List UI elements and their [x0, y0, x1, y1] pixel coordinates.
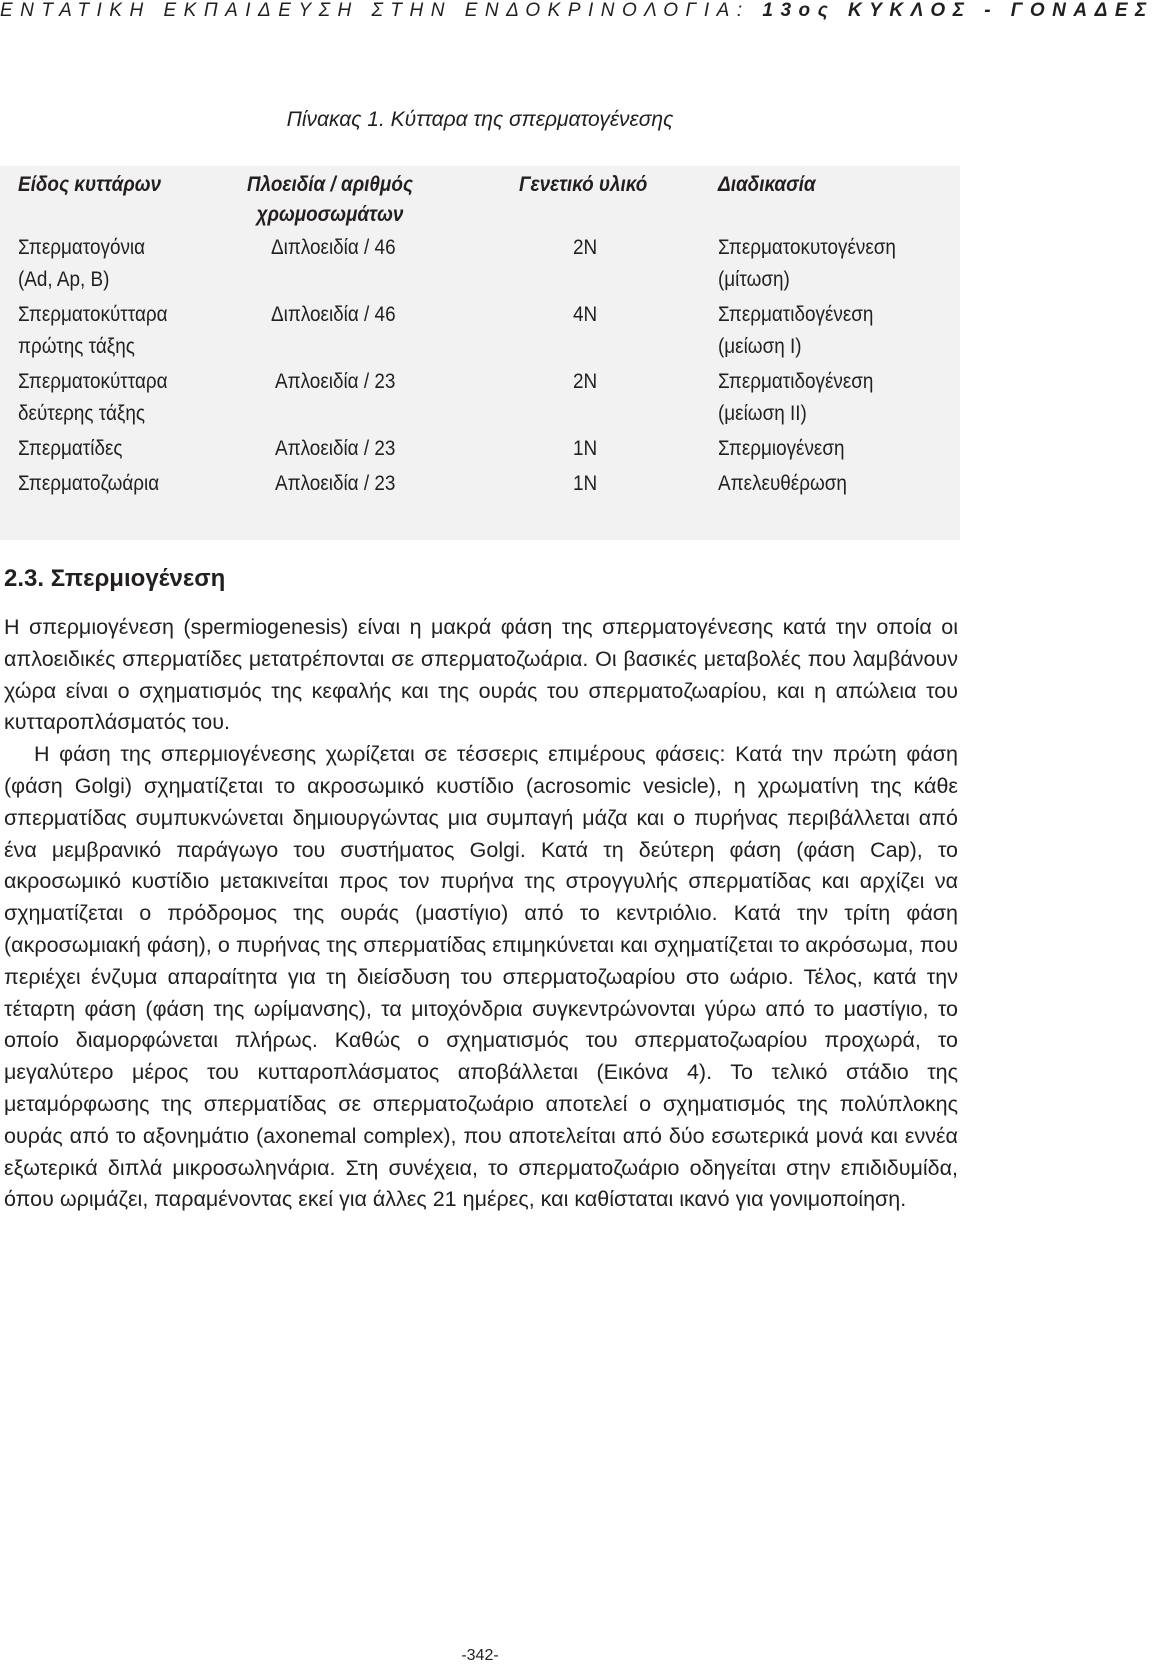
- table-caption: Πίνακας 1. Κύτταρα της σπερματογένεσης: [286, 108, 674, 131]
- body-text: [4, 612, 958, 1216]
- header-cell-ploidy-2: χρωμοσωμάτων: [256, 203, 404, 226]
- table-cell: (μείωση ΙΙ): [718, 402, 807, 425]
- table-cell: (μίτωση): [718, 268, 790, 291]
- table-cell: Σπερματοκυτογένεση: [718, 236, 896, 259]
- table-cell: Σπερμιογένεση: [718, 437, 845, 460]
- table-cell: Σπερματιδογένεση: [718, 370, 874, 393]
- table-cell: 2N: [573, 370, 598, 393]
- paragraph: Η σπερμιογένεση (spermiogenesis) είναι η μακρά φάση της σπερματογένεσης κατά την οποία οι απλοειδικές σπερματίδες μετατρέπονται σε σπερματοζωάρια. Οι βασικές μεταβολές που λαμβάνουν χώρα είναι ο σχηματισμός της κεφαλής και της ουράς του σπερματοζωαρίου, και η απώλεια του κυτταροπλάσματός του.: [4, 615, 958, 735]
- page-number: -342-: [461, 1647, 499, 1664]
- table-cell: Απλοειδία / 23: [275, 437, 396, 460]
- table-cell: Απελευθέρωση: [718, 472, 847, 495]
- table-cell: 1N: [573, 472, 598, 495]
- table-cell: Σπερματοκύτταρα: [18, 370, 168, 393]
- table-cell: Απλοειδία / 23: [275, 370, 396, 393]
- running-head-prefix: ΕΝΤΑΤΙΚΗ ΕΚΠΑΙΔΕΥΣΗ ΣΤΗΝ ΕΝΔΟΚΡΙΝΟΛΟΓΙΑ:: [0, 0, 763, 21]
- table-cell: Απλοειδία / 23: [275, 472, 396, 495]
- table-cell: δεύτερης τάξης: [18, 402, 146, 425]
- table-cell: Σπερματιδογένεση: [718, 303, 874, 326]
- table-cell: Σπερματογόνια: [18, 236, 146, 259]
- table-cell: 2N: [573, 236, 598, 259]
- header-cell-ploidy: Πλοειδία / αριθμός: [247, 173, 413, 196]
- running-head-bold: 13ος ΚΥΚΛΟΣ - ΓΟΝΑΔΕΣ: [762, 0, 1154, 21]
- table-cell: πρώτης τάξης: [18, 335, 135, 358]
- table-cell: Διπλοειδία / 46: [271, 236, 396, 259]
- header-cell-type: Είδος κυττάρων: [18, 173, 162, 196]
- paragraph: Η φάση της σπερμιογένεσης χωρίζεται σε τέσσερις επιμέρους φάσεις: Κατά την πρώτη φάση (φάση Golgi) σχηματίζεται το ακροσωμικό κυστίδιο (acrosomic vesicle), η χρωματίνη της κάθε σπερματίδας συμπυκνώνεται δημιουργώντας μια συμπαγή μάζα και ο πυρήνας περιβάλλεται από ένα μεμβρανικό παράγωγο του συστήματος Golgi. Κατά τη δεύτερη φάση (φάση Cap), το ακροσωμικό κυστίδιο μετακινείται προς τον πυρήνα της στρογγυλής σπερματίδας και αρχίζει να σχηματίζεται ο πρόδρομος της ουράς (μαστίγιο) από το κεντριόλιο. Κατά την τρίτη φάση (ακροσωμιακή φάση), ο πυρήνας της σπερματίδας επιμηκύνεται και σχηματίζεται το ακρόσωμα, που περιέχει ένζυμα απαραίτητα για τη διείσδυση του σπερματοζωαρίου στο ωάριο. Τέλος, κατά την τέταρτη φάση (φάση της ωρίμανσης), τα μιτοχόνδρια συγκεντρώνονται γύρω από το μαστίγιο, το οποίο διαμορφώνεται πλήρως. Καθώς ο σχηματισμός του σπερματοζωαρίου προχωρά, το μεγαλύτερο μέρος του κυτταροπλάσματος αποβάλλεται (Εικόνα 4). Το τελικό στάδιο της μεταμόρφωσης της σπερματίδας σε σπερματοζωάριο αποτελεί ο σχηματισμός της πολύπλοκης ουράς από το αξονημάτιο (axonemal complex), που αποτελείται από δύο εσωτερικά μονά και εννέα εξωτερικά διπλά μικροσωληνάρια. Στη συνέχεια, το σπερματοζωάριο οδηγείται στην επιδιδυμίδα, όπου ωριμάζει, παραμένοντας εκεί για άλλες 21 ημέρες, και καθίσταται ικανό για γονιμοποίηση.: [4, 742, 958, 1212]
- table-cell: Διπλοειδία / 46: [271, 303, 396, 326]
- table-cell: (μείωση Ι): [718, 335, 802, 358]
- header-cell-genetic: Γενετικό υλικό: [519, 173, 648, 196]
- running-head: [0, 0, 1154, 22]
- table-cell: 4N: [573, 303, 598, 326]
- table-cell: (Ad, Ap, B): [18, 268, 110, 291]
- header-cell-process: Διαδικασία: [718, 173, 816, 196]
- cell-table: [0, 166, 960, 540]
- section-title: 2.3. Σπερμιογένεση: [4, 565, 226, 592]
- table-cell: Σπερματοκύτταρα: [18, 303, 168, 326]
- table-cell: Σπερματοζωάρια: [18, 472, 160, 495]
- table-cell: Σπερματίδες: [18, 437, 123, 460]
- table-cell: 1N: [573, 437, 598, 460]
